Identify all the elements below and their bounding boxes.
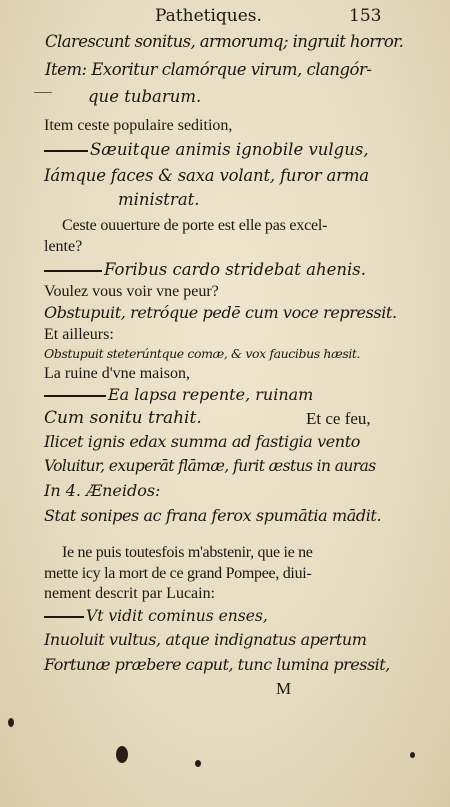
text-line: lente? [44, 238, 83, 255]
ink-spot [116, 746, 128, 763]
verse-line: Stat sonipes ac frana ferox spumātia mādit. [44, 506, 382, 525]
quotation-dash [44, 150, 88, 152]
verse-line: Inuoluit vultus, atque indignatus apertum [44, 630, 367, 649]
verse-line: Obstupuit steterúntque comæ, & vox faucibus hæsit. [44, 346, 361, 361]
verse-line: ministrat. [118, 190, 200, 209]
quotation-dash [44, 395, 106, 397]
citation-line: In 4. Æneidos: [44, 481, 161, 500]
text-line [45, 62, 450, 79]
ink-spot [410, 752, 415, 758]
text-fragment: Et ce feu, [306, 409, 371, 428]
page-number: 153 [349, 6, 382, 26]
verse-line: Sæuitque animis ignobile vulgus, [44, 142, 450, 159]
text-line: Item ceste populaire sedition, [44, 117, 233, 134]
signature-mark: M [276, 679, 292, 698]
verse-line: Foribus cardo stridebat ahenis. [44, 262, 450, 279]
verse-fragment: Cum sonitu trahit. [44, 408, 202, 428]
margin-dash [34, 92, 52, 93]
quotation-dash [44, 270, 102, 272]
verse-line: Voluitur, exuperāt flāmæ, furit æstus in auras [44, 457, 376, 475]
running-title: Pathetiques. [155, 6, 262, 26]
verse-line: que tubarum. [88, 87, 202, 106]
verse-line: Fortunæ præbere caput, tunc lumina pressit, [44, 655, 390, 674]
verse-line: Ilicet ignis edax summa ad fastigia vento [44, 432, 360, 451]
quotation-dash [44, 616, 84, 618]
text-line: Et ailleurs: [44, 326, 114, 343]
verse-line: Vt vidit cominus enses, [44, 609, 450, 625]
verse-line: Clarescunt sonitus, armorumq; ingruit horror. [45, 32, 404, 51]
running-header [0, 8, 450, 30]
ink-spot [8, 718, 14, 727]
verse-line: Obstupuit, retróque pedē cum voce repressit. [44, 303, 397, 322]
verse-line: Iámque faces & saxa volant, furor arma [44, 166, 369, 185]
text-line [44, 410, 450, 427]
ink-spot [195, 760, 201, 767]
text-line: Ceste ouuerture de porte est elle pas excel- [62, 217, 328, 234]
verse-line: Ea lapsa repente, ruinam [44, 387, 450, 403]
item-exoritur-line: Item: Exoritur clamórque virum, clangór- [45, 60, 372, 79]
text-line: Ie ne puis toutesfois m'abstenir, que ie ne [62, 544, 313, 561]
text-line: nement descrit par Lucain: [44, 585, 216, 602]
text-line: mette icy la mort de ce grand Pompee, diui- [44, 565, 312, 582]
text-line: Voulez vous voir vne peur? [44, 283, 219, 300]
text-line: La ruine d'vne maison, [44, 365, 190, 382]
